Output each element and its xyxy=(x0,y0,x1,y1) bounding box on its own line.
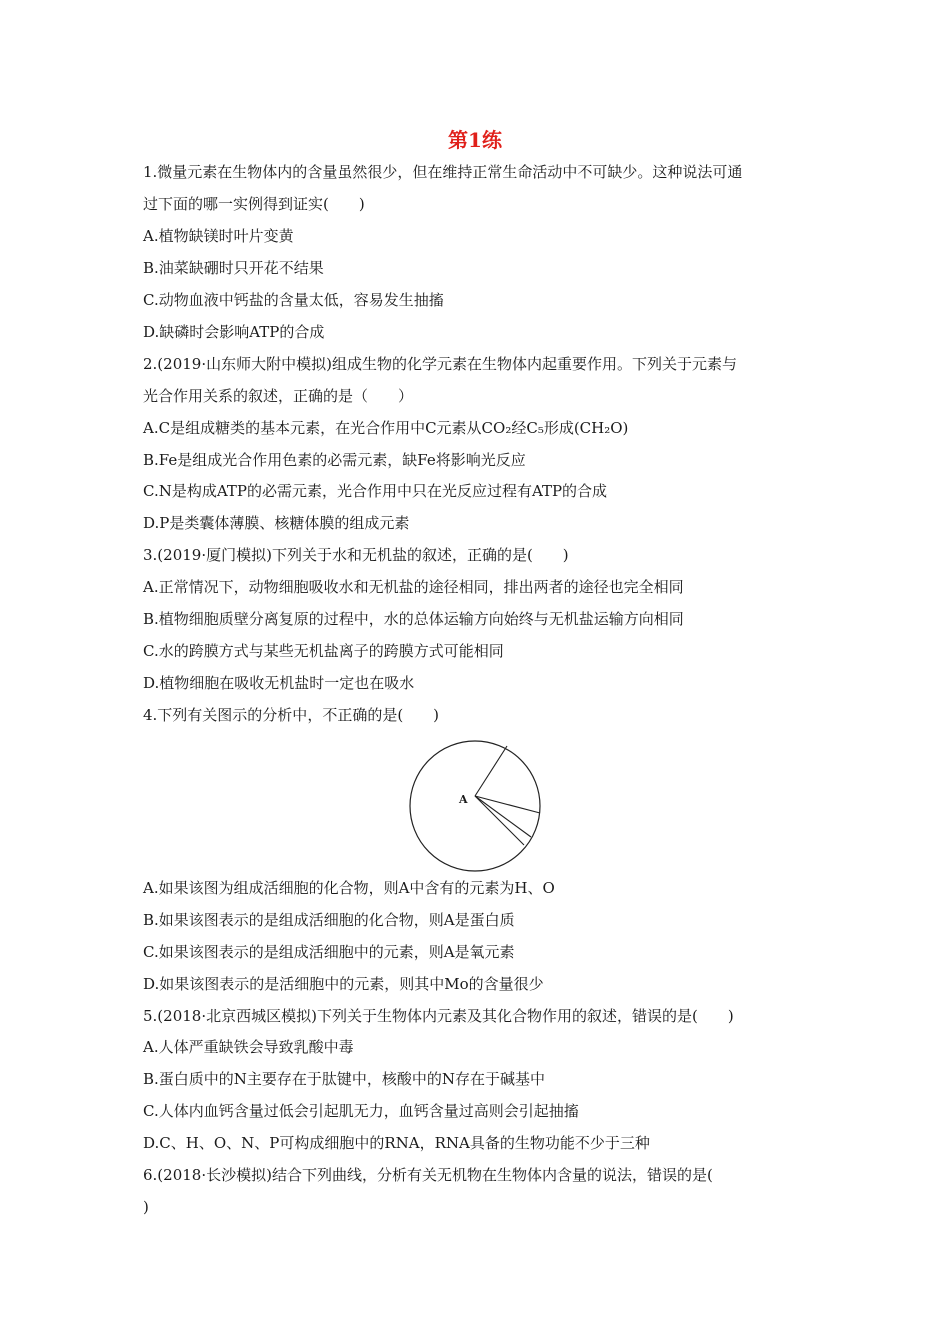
q3-option-a: A.正常情况下，动物细胞吸收水和无机盐的途径相同，排出两者的途径也完全相同 xyxy=(143,578,684,596)
q4-option-c: C.如果该图表示的是组成活细胞中的元素，则A是氧元素 xyxy=(143,943,515,961)
pie-label-a: A xyxy=(459,793,468,806)
q3-option-b: B.植物细胞质壁分离复原的过程中，水的总体运输方向始终与无机盐运输方向相同 xyxy=(143,610,684,628)
q3-stem: 3.(2019·厦门模拟)下列关于水和无机盐的叙述，正确的是( ) xyxy=(143,546,569,564)
q1-option-a: A.植物缺镁时叶片变黄 xyxy=(143,227,294,245)
q2-option-b: B.Fe是组成光合作用色素的必需元素，缺Fe将影响光反应 xyxy=(143,451,526,469)
q2-option-a: A.C是组成糖类的基本元素，在光合作用中C元素从CO₂经C₅形成(CH₂O) xyxy=(143,419,629,437)
q1-stem-line1: 1.微量元素在生物体内的含量虽然很少，但在维持正常生命活动中不可缺少。这种说法可通 xyxy=(143,163,743,181)
q2-option-c: C.N是构成ATP的必需元素，光合作用中只在光反应过程有ATP的合成 xyxy=(143,482,608,500)
pie-circle xyxy=(410,741,540,871)
pie-divider-2 xyxy=(475,796,540,813)
q3-option-c: C.水的跨膜方式与某些无机盐离子的跨膜方式可能相同 xyxy=(143,642,504,660)
q4-option-a: A.如果该图为组成活细胞的化合物，则A中含有的元素为H、O xyxy=(143,879,555,897)
pie-diagram xyxy=(402,738,552,876)
q4-stem: 4.下列有关图示的分析中，不正确的是( ) xyxy=(143,706,440,724)
q2-option-d: D.P是类囊体薄膜、核糖体膜的组成元素 xyxy=(143,514,410,532)
q5-stem: 5.(2018·北京西城区模拟)下列关于生物体内元素及其化合物作用的叙述，错误的是( ) xyxy=(143,1007,734,1025)
q5-option-a: A.人体严重缺铁会导致乳酸中毒 xyxy=(143,1038,354,1056)
q2-stem-line2: 光合作用关系的叙述，正确的是（ ） xyxy=(143,387,414,405)
q1-option-d: D.缺磷时会影响ATP的合成 xyxy=(143,323,325,341)
q5-option-d: D.C、H、O、N、P可构成细胞中的RNA，RNA具备的生物功能不少于三种 xyxy=(143,1134,650,1152)
q6-stem-line1: 6.(2018·长沙模拟)结合下列曲线，分析有关无机物在生物体内含量的说法，错误的是( xyxy=(143,1166,713,1184)
pie-divider-3 xyxy=(475,796,531,837)
pie-divider-1 xyxy=(475,746,507,796)
q4-option-d: D.如果该图表示的是活细胞中的元素，则其中Mo的含量很少 xyxy=(143,975,544,993)
pie-diagram-svg xyxy=(402,738,552,876)
q1-option-c: C.动物血液中钙盐的含量太低，容易发生抽搐 xyxy=(143,291,444,309)
q6-stem-line2: ) xyxy=(143,1198,149,1216)
q4-option-b: B.如果该图表示的是组成活细胞的化合物，则A是蛋白质 xyxy=(143,911,515,929)
page-title: 第1练 xyxy=(448,128,502,152)
q2-stem-line1: 2.(2019·山东师大附中模拟)组成生物的化学元素在生物体内起重要作用。下列关于元素与 xyxy=(143,355,737,373)
q1-stem-line2: 过下面的哪一实例得到证实( ) xyxy=(143,195,365,213)
q5-option-b: B.蛋白质中的N主要存在于肽键中，核酸中的N存在于碱基中 xyxy=(143,1070,546,1088)
q5-option-c: C.人体内血钙含量过低会引起肌无力，血钙含量过高则会引起抽搐 xyxy=(143,1102,579,1120)
pie-divider-4 xyxy=(475,796,524,845)
q3-option-d: D.植物细胞在吸收无机盐时一定也在吸水 xyxy=(143,674,415,692)
q1-option-b: B.油菜缺硼时只开花不结果 xyxy=(143,259,324,277)
